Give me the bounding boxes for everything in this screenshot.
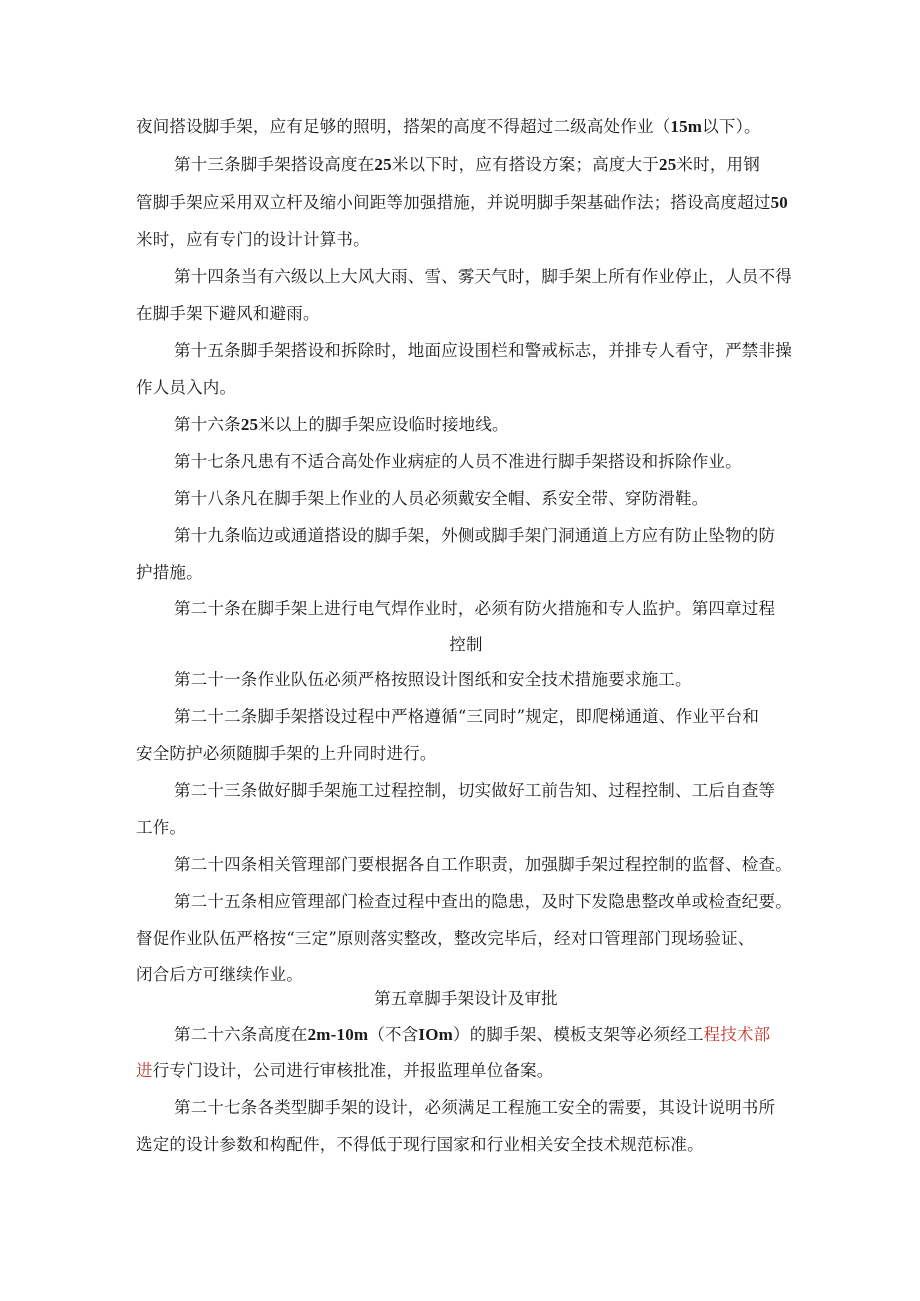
text-segment: 第二十七条各类型脚手架的设计，必须满足工程施工安全的需要，其设计说明书所 (174, 1098, 776, 1117)
chapter-4-title-continued (136, 634, 796, 656)
text-segment: 第二十六条高度在 (174, 1025, 308, 1044)
article-15-line-1 (174, 340, 796, 362)
text-segment: 第十三条脚手架搭设高度在 (174, 155, 375, 174)
text-segment: 第二十四条相关管理部门要根据各自工作职责，加强脚手架过程控制的监督、检查。 (174, 855, 792, 874)
article-19-line-2 (136, 562, 796, 584)
text-segment: 米以下时，应有搭设方案；高度大于 (391, 155, 660, 174)
text-segment-bold: 2m-10m (307, 1025, 369, 1044)
text-segment: 选定的设计参数和构配件，不得低于现行国家和行业相关安全技术规范标准。 (136, 1135, 704, 1154)
text-segment-red: 进 (136, 1061, 153, 1080)
text-segment: 作人员入内。 (136, 378, 237, 397)
article-25-line-3 (136, 964, 796, 986)
text-segment-bold: 25 (240, 415, 259, 434)
article-21-line (174, 669, 796, 691)
article-22-line-1 (174, 706, 796, 728)
text-segment: 第十九条临边或通道搭设的脚手架，外侧或脚手架门洞通道上方应有防止坠物的防 (174, 526, 776, 545)
text-segment: 第五章脚手架设计及审批 (374, 989, 558, 1008)
chapter-5-title (136, 988, 796, 1010)
text-segment: 管脚手架应采用双立杆及缩小间距等加强措施，并说明脚手架基础作法；搭设高度超过 (136, 193, 771, 212)
text-segment: 以下）。 (702, 117, 761, 136)
text-segment-bold: 50 (770, 193, 789, 212)
article-23-line-2 (136, 817, 796, 839)
text-segment: 督促作业队伍严格按“三定”原则落实整改，整改完毕后，经对口管理部门现场验证、 (136, 929, 755, 948)
text-segment: 在脚手架下避风和避雨。 (136, 304, 320, 323)
text-segment: ）的脚手架、模板支架等必须经工 (453, 1025, 704, 1044)
article-26-line-1 (174, 1024, 796, 1046)
text-segment-bold: 25 (659, 155, 677, 174)
text-segment: 第十八条凡在脚手架上作业的人员必须戴安全帽、系安全带、穿防滑鞋。 (174, 489, 709, 508)
article-22-line-2 (136, 743, 796, 765)
article-13-line-1 (174, 154, 796, 176)
article-25-line-1 (174, 891, 796, 913)
article-27-line-2 (136, 1134, 796, 1156)
text-segment: 夜间搭设脚手架，应有足够的照明，搭架的高度不得超过二级高处作业（ (136, 117, 671, 136)
text-segment-bold: IOm (418, 1025, 454, 1044)
text-segment: 米以上的脚手架应设临时接地线。 (258, 415, 509, 434)
text-segment: 第十七条凡患有不适合高处作业病症的人员不准进行脚手架搭设和拆除作业。 (174, 452, 742, 471)
text-segment-bold: 25 (374, 155, 392, 174)
text-segment-red: 程技术部 (703, 1025, 771, 1044)
article-14-line-2 (136, 303, 796, 325)
text-segment: 第二十五条相应管理部门检查过程中查出的隐患，及时下发隐患整改单或检查纪要。 (174, 892, 792, 911)
text-segment: 工作。 (136, 818, 187, 837)
text-segment: 第二十条在脚手架上进行电气焊作业时，必须有防火措施和专人监护。第四章过程 (174, 599, 776, 618)
text-segment: 第十六条 (174, 415, 241, 434)
article-19-line-1 (174, 525, 796, 547)
text-segment: 第二十二条脚手架搭设过程中严格遵循“三同时”规定，即爬梯通道、作业平台和 (174, 707, 760, 726)
article-26-line-2 (136, 1060, 796, 1082)
article-25-line-2 (136, 928, 796, 950)
text-segment: 第十五条脚手架搭设和拆除时，地面应设围栏和警戒标志，并排专人看守，严禁非操 (174, 341, 792, 360)
text-segment: 第二十一条作业队伍必须严格按照设计图纸和安全技术措施要求施工。 (174, 670, 692, 689)
article-14-line-1 (174, 266, 796, 288)
text-segment: 行专门设计，公司进行审核批准，并报监理单位备案。 (152, 1061, 554, 1080)
text-segment: 控制 (449, 635, 483, 654)
text-segment: 护措施。 (136, 563, 203, 582)
text-segment: 闭合后方可继续作业。 (136, 965, 303, 984)
paragraph-line-night-scaffold (136, 116, 796, 138)
article-24-line (174, 854, 796, 876)
text-segment: 第二十三条做好脚手架施工过程控制，切实做好工前告知、过程控制、工后自查等 (174, 781, 776, 800)
article-20-line (174, 598, 796, 620)
article-18-line (174, 488, 796, 510)
article-13-line-2 (136, 192, 796, 214)
text-segment: 第十四条当有六级以上大风大雨、雪、雾天气时，脚手架上所有作业停止，人员不得 (174, 267, 792, 286)
article-17-line (174, 451, 796, 473)
text-segment: 米时，用钢 (676, 155, 760, 174)
text-segment: 安全防护必须随脚手架的上升同时进行。 (136, 744, 437, 763)
article-15-line-2 (136, 377, 796, 399)
article-13-line-3 (136, 229, 796, 251)
article-16-line (174, 414, 796, 436)
article-23-line-1 (174, 780, 796, 802)
article-27-line-1 (174, 1097, 796, 1119)
text-segment: 米时，应有专门的设计计算书。 (136, 230, 370, 249)
text-segment-bold: 15m (670, 117, 703, 136)
text-segment: （不含 (368, 1025, 419, 1044)
